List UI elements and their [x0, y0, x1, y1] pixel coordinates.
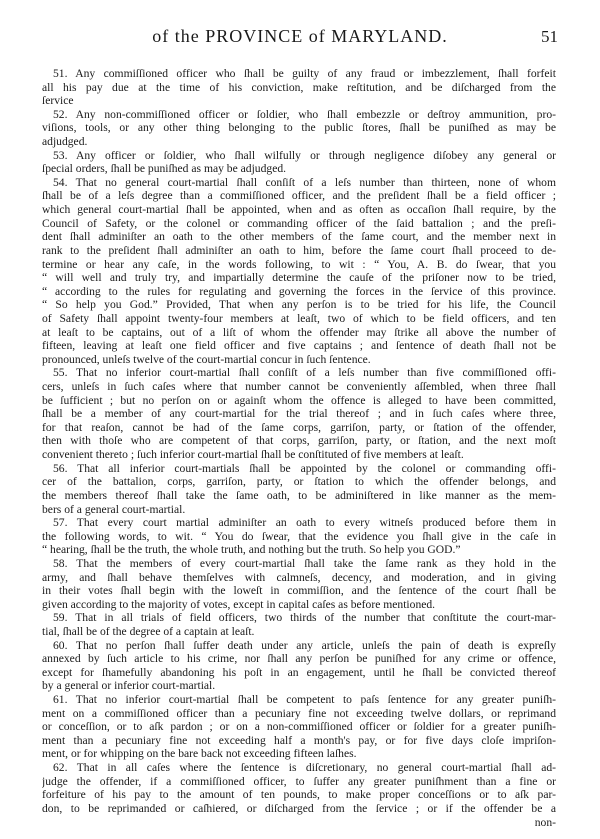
- article-60: [42, 639, 556, 693]
- text-line: ſhall be of a leſs degree than a commiſſioned officer, and the preſident ſhall be a field officer ;: [42, 189, 556, 203]
- text-line: “ will well and truly try, and impartially determine the cauſe of the priſoner now to be tried,: [42, 271, 556, 285]
- text-line: of Safety ſhall appoint twenty-four members at leaſt, two of which to be field officers, and ten: [42, 311, 556, 325]
- article-56: [42, 462, 556, 516]
- text-line: convenient thereto ; ſuch inferior court-martial ſhall be conſtituted of five members at leaſt.: [42, 448, 464, 462]
- text-line: fifteen, leaving at leaſt one field officer and five captains ; and ſentence of death ſhall not be: [42, 339, 556, 353]
- text-line: ſervice: [42, 94, 74, 108]
- text-line: ment on a commiſſioned officer than a pecuniary fine not exceeding twelve dollars, or reprimand: [42, 706, 556, 720]
- article-54: [42, 176, 556, 367]
- text-line: be ſufficient ; but no perſon on or againſt whom the offence is alleged to have been committed,: [42, 393, 556, 407]
- text-line: 57. That every court martial adminiſter an oath to every witneſs produced before them in: [53, 516, 556, 530]
- text-line: “ So help you God.” Provided, That when any perſon is to be tried for his life, the Council: [42, 298, 556, 312]
- text-line: 55. That no inferior court-martial ſhall conſiſt of a leſs number than five commiſſioned offi-: [53, 366, 556, 380]
- text-line: bers of a general court-martial.: [42, 502, 186, 516]
- article-55: [42, 366, 556, 461]
- article-52: [42, 108, 556, 149]
- text-line: termine or hear any caſe, in the words following, to wit : “ You, A. B. do ſwear, that you: [42, 257, 556, 271]
- text-line: given according to the majority of votes, except in capital caſes as before mentioned.: [42, 597, 436, 611]
- text-line: pronounced, unleſs twelve of the court-martial concur in ſuch ſentence.: [42, 352, 371, 366]
- page-header: [0, 26, 600, 50]
- text-line: ſpecial orders, ſhall be puniſhed as may be adjudged.: [42, 162, 287, 176]
- text-line: 60. That no perſon ſhall ſuffer death under any article, unleſs the pain of death is expreſly: [53, 638, 556, 652]
- text-line: don, to be reprimanded or caſhiered, or diſcharged from the ſervice ; or if the offender be a: [42, 801, 556, 815]
- text-line: 53. Any officer or ſoldier, who ſhall wilfully or through negligence diſobey any general or: [53, 148, 556, 162]
- text-line: 61. That no inferior court-martial ſhall be competent to paſs ſentence for any greater puniſh-: [53, 693, 556, 707]
- text-line: 51. Any commiſſioned officer who ſhall be guilty of any fraud or imbezzlement, ſhall forfeit: [53, 67, 556, 80]
- article-61: [42, 693, 556, 761]
- text-line: all his pay due at the time of his conviction, make reſtitution, and be diſcharged from the: [42, 80, 556, 94]
- text-line: by a general or inferior court-martial.: [42, 679, 216, 693]
- text-line: 54. That no general court-martial ſhall conſiſt of a leſs number than thirteen, none of whom: [53, 175, 556, 189]
- text-line: cers, unleſs in ſuch caſes where that number cannot be conveniently aſſembled, when three ſhall: [42, 380, 556, 394]
- article-59: [42, 611, 556, 638]
- article-58: [42, 557, 556, 611]
- text-line: then with thoſe who are competent of that corps, garriſon, party, or ſtation, and the next moſt: [42, 434, 556, 448]
- text-line: Council of Safety, or the colonel or commanding officer of the ſaid battalion ; and the preſi-: [42, 216, 556, 230]
- text-line: the members thereof ſhall take the ſame oath, to be adminiſtered in like manner as the mem-: [42, 488, 556, 502]
- text-line: 58. That the members of every court-martial ſhall take the ſame rank as they hold in the: [53, 556, 556, 570]
- article-62: [42, 761, 556, 815]
- text-line: 59. That in all trials of field officers, two thirds of the number that conſtitute the court-mar-: [53, 611, 556, 625]
- text-line: dent ſhall adminiſter an oath to the other members of the ſame court, and the member next in: [42, 230, 556, 244]
- text-line: judge the offender, if a commiſſioned officer, to ſuffer any greater puniſhment than a fine or: [42, 774, 556, 788]
- text-line: 62. That in all caſes where the ſentence is diſcretionary, no general court-martial ſhall ad-: [53, 761, 556, 775]
- text-line: adjudged.: [42, 135, 88, 149]
- page-body: [42, 67, 556, 829]
- text-line: the following words, to wit. “ You do ſwear, that the evidence you ſhall give in the caſe in: [42, 529, 556, 543]
- article-51: [42, 67, 556, 108]
- text-line: which general court-martial ſhall be appointed, when and as often as occaſion ſhall require, by the: [42, 203, 556, 217]
- text-line: in their votes ſhall begin with the loweſt in commiſſion, and the ſentence of the court ſhall be: [42, 584, 556, 598]
- text-line: ment than a pecuniary fine not exceeding half a month's pay, or for five days cloſe impriſon-: [42, 733, 556, 747]
- text-line: “ according to the rules for regulating and governing the forces in the ſervice of this province.: [42, 284, 556, 298]
- catchword: non-: [534, 815, 556, 829]
- text-line: for that reaſon, cannot be had of the ſame corps, garriſon, party, or ſtation of the offender,: [42, 420, 556, 434]
- page-number: 51: [541, 27, 558, 46]
- text-line: “ hearing, ſhall be the truth, the whole truth, and nothing but the truth. So help you GOD.”: [42, 543, 461, 557]
- running-title: of the PROVINCE of MARYLAND.: [152, 26, 448, 46]
- text-line: except for ſhamefully abandoning his poſt in an engagement, until he ſhall be convicted thereof: [42, 665, 556, 679]
- text-line: tial, ſhall be of the degree of a captain at leaſt.: [42, 624, 255, 638]
- article-53: [42, 149, 556, 176]
- text-line: rank to the preſident ſhall adminiſter an oath to him, before the ſame court ſhall proceed to de-: [42, 243, 556, 257]
- text-line: ſhall be a member of any court-martial for the trial thereof ; and in ſuch caſes where three,: [42, 407, 556, 421]
- text-line: viſions, tools, or any other thing belonging to the public ſtores, ſhall be puniſhed as may be: [42, 121, 556, 135]
- text-line: 56. That all inferior court-martials ſhall be appointed by the colonel or commanding offi-: [53, 461, 556, 475]
- text-line: army, and ſhall behave themſelves with calmneſs, decency, and moderation, and in giving: [42, 570, 556, 584]
- article-57: [42, 516, 556, 557]
- text-line: 52. Any non-commiſſioned officer or ſoldier, who ſhall embezzle or deſtroy ammunition, pro-: [53, 107, 556, 121]
- text-line: ment, or for whipping on the bare back not exceeding fifteen laſhes.: [42, 747, 357, 761]
- text-line: at leaſt to be captains, out of a liſt of whom the offender may ſtrike all above the number of: [42, 325, 556, 339]
- text-line: or conceſſion, or to aſk pardon ; or on a non-commiſſioned officer or ſoldier for a greater puniſh-: [42, 720, 556, 734]
- text-line: forfeiture of his pay to the amount of ten pounds, to make proper conceſſions or to aſk par-: [42, 788, 556, 802]
- text-line: annexed by ſuch article to his crime, nor ſhall any perſon be puniſhed for any crime or offence,: [42, 652, 556, 666]
- text-line: cer of the battalion, corps, garriſon, party, or ſtation to which the offender belongs, and: [42, 475, 556, 489]
